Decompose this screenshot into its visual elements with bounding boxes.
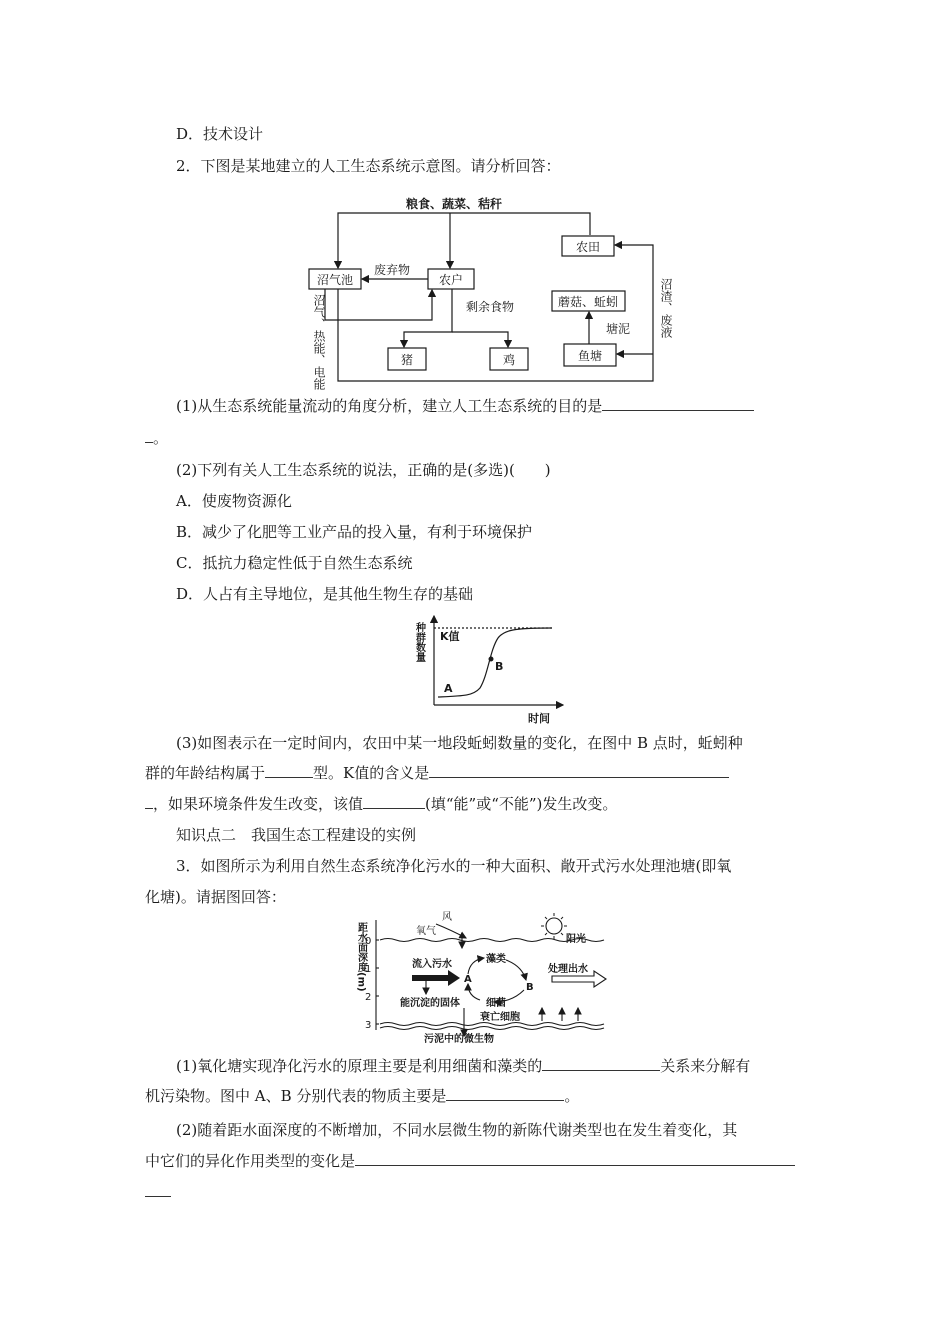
section-title: 知识点二 我国生态工程建设的实例 [176, 826, 417, 844]
q3-p2-line2: 中它们的异化作用类型的变化是 [145, 1151, 795, 1171]
q3-p2: (2)随着距水面深度的不断增加，不同水层微生物的新陈代谢类型也在发生着变化，其 [176, 1121, 738, 1139]
box-fish-pond: 鱼塘 [577, 349, 603, 363]
answer-blank-q2-1b[interactable] [145, 428, 153, 443]
answer-blank-relationship[interactable] [542, 1056, 660, 1071]
depth-2: 2 [365, 992, 372, 1003]
q2-p1-cont: 。 [145, 428, 168, 448]
q2-p1: (1)从生态系统能量流动的角度分析，建立人工生态系统的目的是 [176, 396, 754, 416]
oxidation-pond-diagram [356, 908, 626, 1048]
box-pig: 猪 [400, 353, 414, 367]
curve-x-label: 时间 [528, 712, 550, 725]
label-dead-cells: 衰亡细胞 [480, 1012, 520, 1023]
population-curve [413, 610, 568, 730]
q3-p1-line2: 机污染物。图中 A、B 分别代表的物质主要是 。 [145, 1087, 580, 1105]
label-outflow: 处理出水 [548, 964, 588, 975]
label-energy-vertical: 沼气、热能、电能 [312, 294, 326, 390]
diagram-top-label: 粮食、蔬菜、秸秆 [405, 197, 503, 211]
label-pond-mud: 塘泥 [605, 322, 631, 336]
q3-stem-line2: 化塘)。请据图回答： [145, 888, 286, 906]
curve-y-label: 种群数量 [413, 622, 425, 662]
q2-p2: (2)下列有关人工生态系统的说法，正确的是(多选)( ) [176, 461, 551, 479]
label-a: A [464, 974, 472, 985]
answer-blank-q2-1[interactable] [602, 396, 754, 411]
label-algae: 藻类 [486, 954, 506, 965]
box-chicken: 鸡 [502, 353, 516, 367]
pond-y-label: 距水面深度(m) [355, 922, 367, 992]
answer-blank-age-structure[interactable] [265, 763, 313, 778]
sun-rays-icon [541, 913, 567, 939]
box-field: 农田 [575, 240, 601, 254]
curve-point-b: B [495, 660, 504, 673]
depth-1: 1 [365, 964, 372, 975]
label-sludge: 污泥中的微生物 [424, 1034, 494, 1045]
q2-p3-line3: ，如果环境条件发生改变，该值 (填“能”或“不能”)发生改变。 [145, 794, 617, 814]
q2-option-d: D．人占有主导地位，是其他生物生存的基础 [176, 585, 474, 603]
label-leftover: 剩余食物 [465, 300, 515, 314]
answer-blank-k-meaning[interactable] [429, 763, 729, 778]
q2-option-a: A．使废物资源化 [176, 492, 292, 510]
curve-k-label: K值 [440, 630, 460, 643]
q2-option-b: B．减少了化肥等工业产品的投入量，有利于环境保护 [176, 523, 533, 541]
label-inflow: 流入污水 [412, 959, 452, 970]
box-mushroom: 蘑菇、蚯蚓 [557, 295, 619, 309]
q2-option-c: C．抵抗力稳定性低于自然生态系统 [176, 554, 413, 572]
answer-blank-k-meaning-b[interactable] [145, 794, 153, 809]
ecosystem-diagram [300, 188, 673, 390]
q2-p3: (3)如图表示在一定时间内，农田中某一地段蚯蚓数量的变化，在图中 B 点时，蚯蚓种 [176, 734, 743, 752]
answer-blank-substances[interactable] [446, 1086, 564, 1101]
q2-p3-line2: 群的年龄结构属于 型。K值的含义是 [145, 763, 729, 783]
q2-stem: 2．下图是某地建立的人工生态系统示意图。请分析回答： [176, 157, 561, 175]
box-biogas: 沼气池 [316, 273, 354, 287]
label-residue-vertical: 沼渣、废液 [659, 278, 673, 338]
curve-point-a: A [444, 682, 453, 695]
inflow-arrow-icon [412, 970, 460, 986]
label-sunlight: 阳光 [566, 934, 586, 945]
label-waste: 废弃物 [373, 263, 411, 277]
label-b: B [526, 982, 534, 993]
answer-blank-can-change[interactable] [363, 794, 425, 809]
depth-0: 0 [365, 936, 372, 947]
box-farmer: 农户 [438, 273, 464, 287]
q3-p1: (1)氧化塘实现净化污水的原理主要是利用细菌和藻类的 关系来分解有 [176, 1057, 751, 1075]
depth-3: 3 [365, 1020, 372, 1031]
answer-blank-metabolism[interactable] [355, 1151, 795, 1166]
label-oxygen: 氧气 [416, 926, 436, 937]
label-sediment: 能沉淀的固体 [400, 998, 460, 1009]
q3-p2-line3 [145, 1182, 171, 1202]
label-wind: 风 [442, 912, 452, 923]
q1-option-d: D．技术设计 [176, 125, 264, 143]
answer-blank-metabolism-b[interactable] [145, 1182, 171, 1197]
q3-stem: 3．如图所示为利用自然生态系统净化污水的一种大面积、敞开式污水处理池塘(即氧 [176, 857, 732, 875]
label-bacteria: 细菌 [486, 998, 506, 1009]
